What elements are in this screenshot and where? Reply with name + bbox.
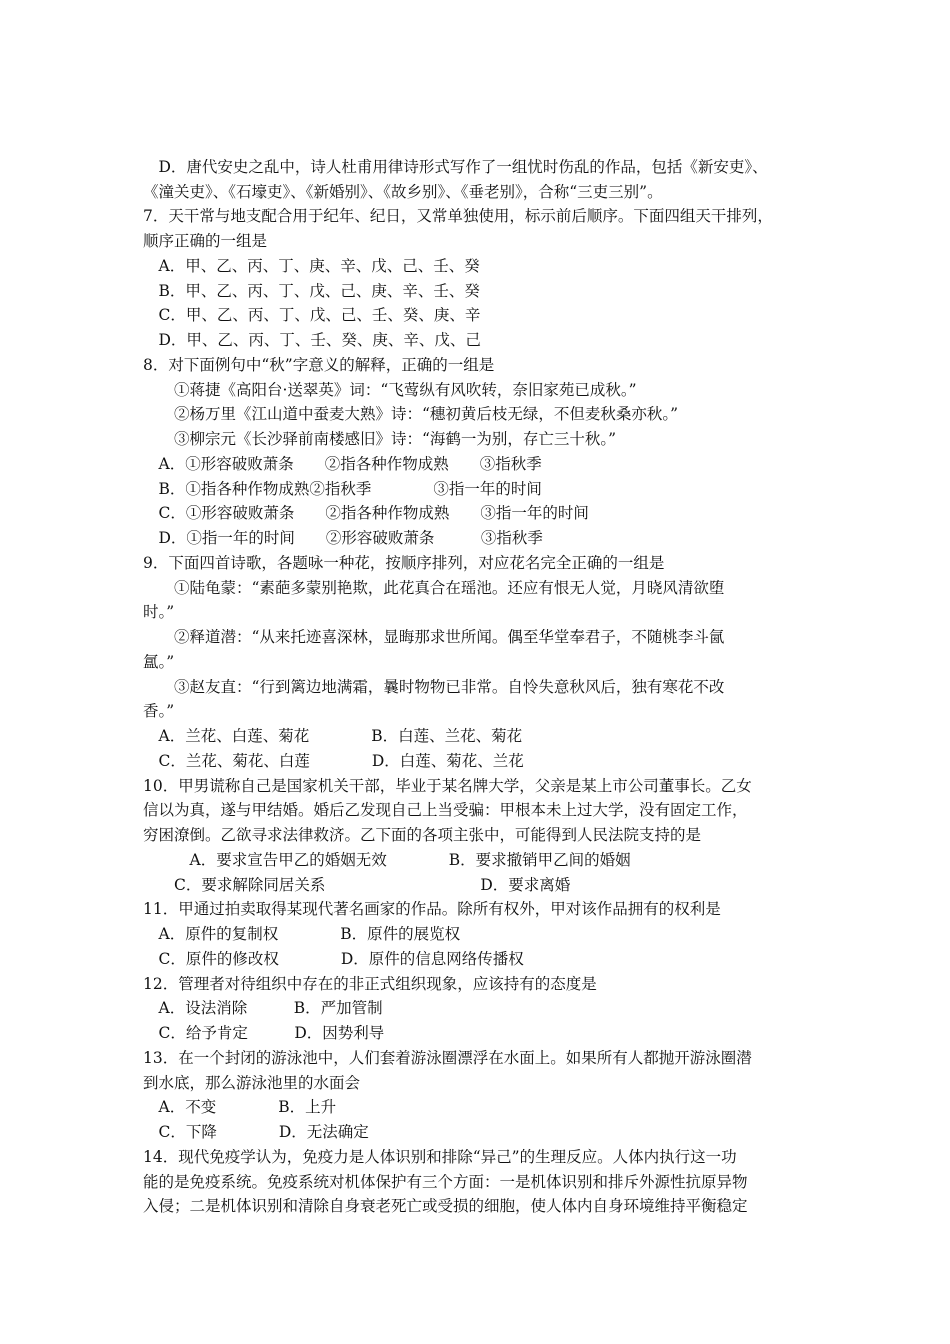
question-14: 14．现代免疫学认为，免疫力是人体识别和排除“异己”的生理反应。人体内执行这一功 [143, 1148, 737, 1166]
text-line: 到水底，那么游泳池里的水面会 [143, 1074, 361, 1092]
question-9: 9．下面四首诗歌，各题咏一种花，按顺序排列，对应花名完全正确的一组是 [143, 554, 665, 572]
option-line: A．不变 B．上升 [143, 1098, 337, 1116]
question-13: 13．在一个封闭的游泳池中，人们套着游泳圈漂浮在水面上。如果所有人都抛开游泳圈潜 [143, 1049, 752, 1067]
example-line: ①蒋捷《高阳台·送翠英》词：“飞莺纵有风吹转，奈旧家苑已成秋。” [143, 381, 637, 399]
option-line: D．①指一年的时间 ②形容破败萧条 ③指秋季 [143, 529, 543, 547]
question-12: 12．管理者对待组织中存在的非正式组织现象，应该持有的态度是 [143, 975, 597, 993]
option-line: C．下降 D．无法确定 [143, 1123, 369, 1141]
question-8: 8．对下面例句中“秋”字意义的解释，正确的一组是 [143, 356, 495, 374]
poem-line: ①陆龟蒙：“素葩多蒙别艳欺，此花真合在瑶池。还应有恨无人觉，月晓风清欲堕 [143, 579, 725, 597]
option-line: A．要求宣告甲乙的婚姻无效 B．要求撤销甲乙间的婚姻 [143, 851, 631, 869]
question-10: 10．甲男谎称自己是国家机关干部，毕业于某名牌大学，父亲是某上市公司董事长。乙女 [143, 777, 752, 795]
option-line: D．甲、乙、丙、丁、壬、癸、庚、辛、戊、己 [143, 331, 481, 349]
option-line: C．要求解除同居关系 D．要求离婚 [143, 876, 571, 894]
option-line: B．①指各种作物成熟②指秋季 ③指一年的时间 [143, 480, 542, 498]
text-line: 《潼关吏》、《石壕吏》、《新婚别》、《故乡别》、《垂老别》，合称“三吏三别”。 [143, 183, 663, 201]
option-line: C．原件的修改权 D．原件的信息网络传播权 [143, 950, 524, 968]
poem-line: 氲。” [143, 653, 175, 671]
option-line: A．①形容破败萧条 ②指各种作物成熟 ③指秋季 [143, 455, 542, 473]
text-line: 顺序正确的一组是 [143, 232, 268, 250]
example-line: ③柳宗元《长沙驿前南楼感旧》诗：“海鹤一为别，存亡三十秋。” [143, 430, 617, 448]
option-line: A．原件的复制权 B．原件的展览权 [143, 925, 461, 943]
option-line: A．甲、乙、丙、丁、庚、辛、戊、己、壬、癸 [143, 257, 480, 275]
text-line: 入侵；二是机体识别和清除自身衰老死亡或受损的细胞，使人体内自身环境维持平衡稳定 [143, 1197, 748, 1215]
text-line: D．唐代安史之乱中，诗人杜甫用律诗形式写作了一组忧时伤乱的作品，包括《新安吏》、 [143, 158, 768, 176]
question-7: 7．天干常与地支配合用于纪年、纪日，又常单独使用，标示前后顺序。下面四组天干排列， [143, 207, 773, 225]
poem-line: 香。” [143, 702, 175, 720]
poem-line: 时。” [143, 603, 175, 621]
poem-line: ③赵友直：“行到篱边地满霜，曩时物物已非常。自怜失意秋风后，独有寒花不改 [143, 678, 725, 696]
poem-line: ②释道潜：“从来托迹喜深林，显晦那求世所闻。偶至华堂奉君子，不随桃李斗氤 [143, 628, 725, 646]
example-line: ②杨万里《江山道中蚕麦大熟》诗：“穗初黄后枝无绿，不但麦秋桑亦秋。” [143, 405, 679, 423]
text-line: 信以为真，遂与甲结婚。婚后乙发现自己上当受骗：甲根本未上过大学，没有固定工作， [143, 801, 748, 819]
option-line: A．设法消除 B．严加管制 [143, 999, 383, 1017]
option-line: A．兰花、白莲、菊花 B．白莲、兰花、菊花 [143, 727, 523, 745]
question-11: 11．甲通过拍卖取得某现代著名画家的作品。除所有权外，甲对该作品拥有的权利是 [143, 900, 721, 918]
option-line: C．①形容破败萧条 ②指各种作物成熟 ③指一年的时间 [143, 504, 589, 522]
option-line: C．甲、乙、丙、丁、戊、己、壬、癸、庚、辛 [143, 306, 481, 324]
option-line: C．给予肯定 D．因势利导 [143, 1024, 385, 1042]
text-line: 能的是免疫系统。免疫系统对机体保护有三个方面：一是机体识别和排斥外源性抗原异物 [143, 1173, 748, 1191]
option-line: C．兰花、菊花、白莲 D．白莲、菊花、兰花 [143, 752, 524, 770]
option-line: B．甲、乙、丙、丁、戊、己、庚、辛、壬、癸 [143, 282, 480, 300]
text-line: 穷困潦倒。乙欲寻求法律救济。乙下面的各项主张中，可能得到人民法院支持的是 [143, 826, 702, 844]
